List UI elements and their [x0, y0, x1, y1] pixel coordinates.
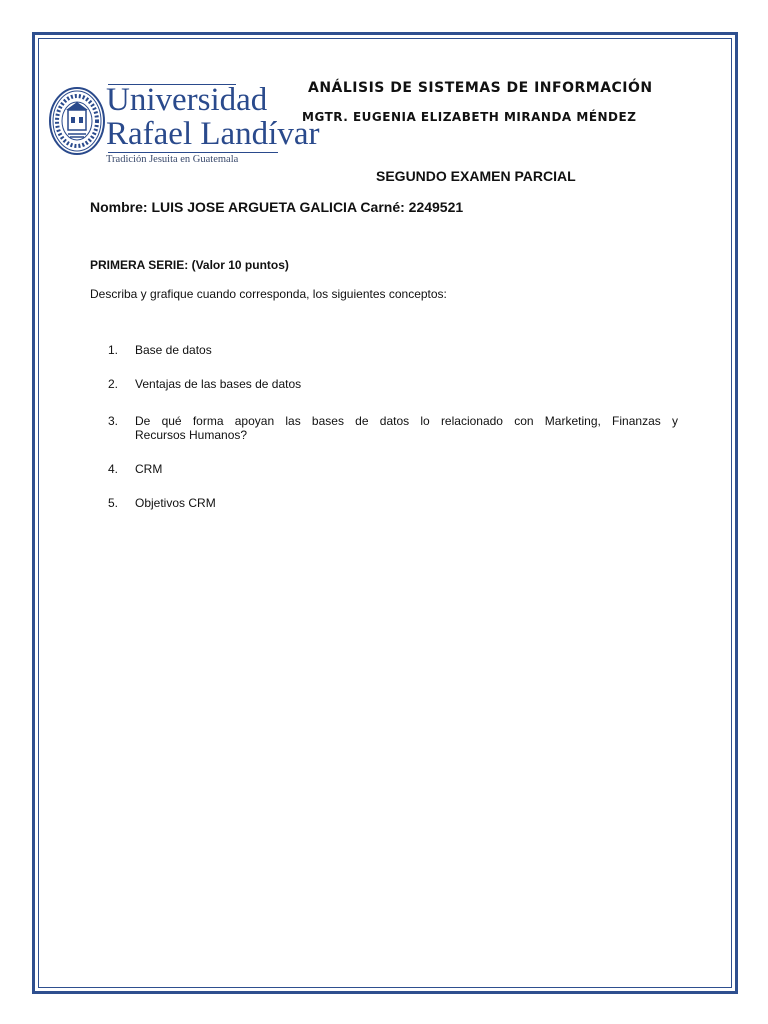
series-instructions: Describa y grafique cuando corresponda, los siguientes conceptos:: [90, 287, 447, 301]
student-info: Nombre: LUIS JOSE ARGUETA GALICIA Carné: 2249521: [90, 199, 464, 215]
exam-title: SEGUNDO EXAMEN PARCIAL: [376, 168, 576, 184]
university-seal-icon: [48, 84, 106, 158]
university-name-line2: Rafael Landívar: [106, 116, 320, 152]
university-tagline: Tradición Jesuita en Guatemala: [106, 154, 239, 165]
question-text: Base de datos: [135, 343, 212, 357]
question-text: Ventajas de las bases de datos: [135, 377, 302, 391]
question-text: CRM: [135, 462, 163, 476]
question-number: 1.: [108, 343, 119, 357]
question-number: 5.: [108, 496, 119, 510]
question-text: Objetivos CRM: [135, 496, 216, 510]
course-title: ANÁLISIS DE SISTEMAS DE INFORMACIÓN: [308, 80, 653, 96]
university-logo: [48, 80, 320, 170]
question-text-line2: Recursos Humanos?: [135, 428, 248, 442]
question-number: 3.: [108, 414, 119, 428]
university-name-line1: Universidad: [106, 82, 268, 118]
professor-name: MGTR. EUGENIA ELIZABETH MIRANDA MÉNDEZ: [302, 110, 637, 124]
question-text-line1: De qué forma apoyan las bases de datos lo relacionado con Marketing, Finanzas y: [135, 414, 678, 428]
question-number: 2.: [108, 377, 119, 391]
question-number: 4.: [108, 462, 119, 476]
series-title: PRIMERA SERIE: (Valor 10 puntos): [90, 258, 289, 272]
logo-rule-bottom: [108, 152, 278, 153]
